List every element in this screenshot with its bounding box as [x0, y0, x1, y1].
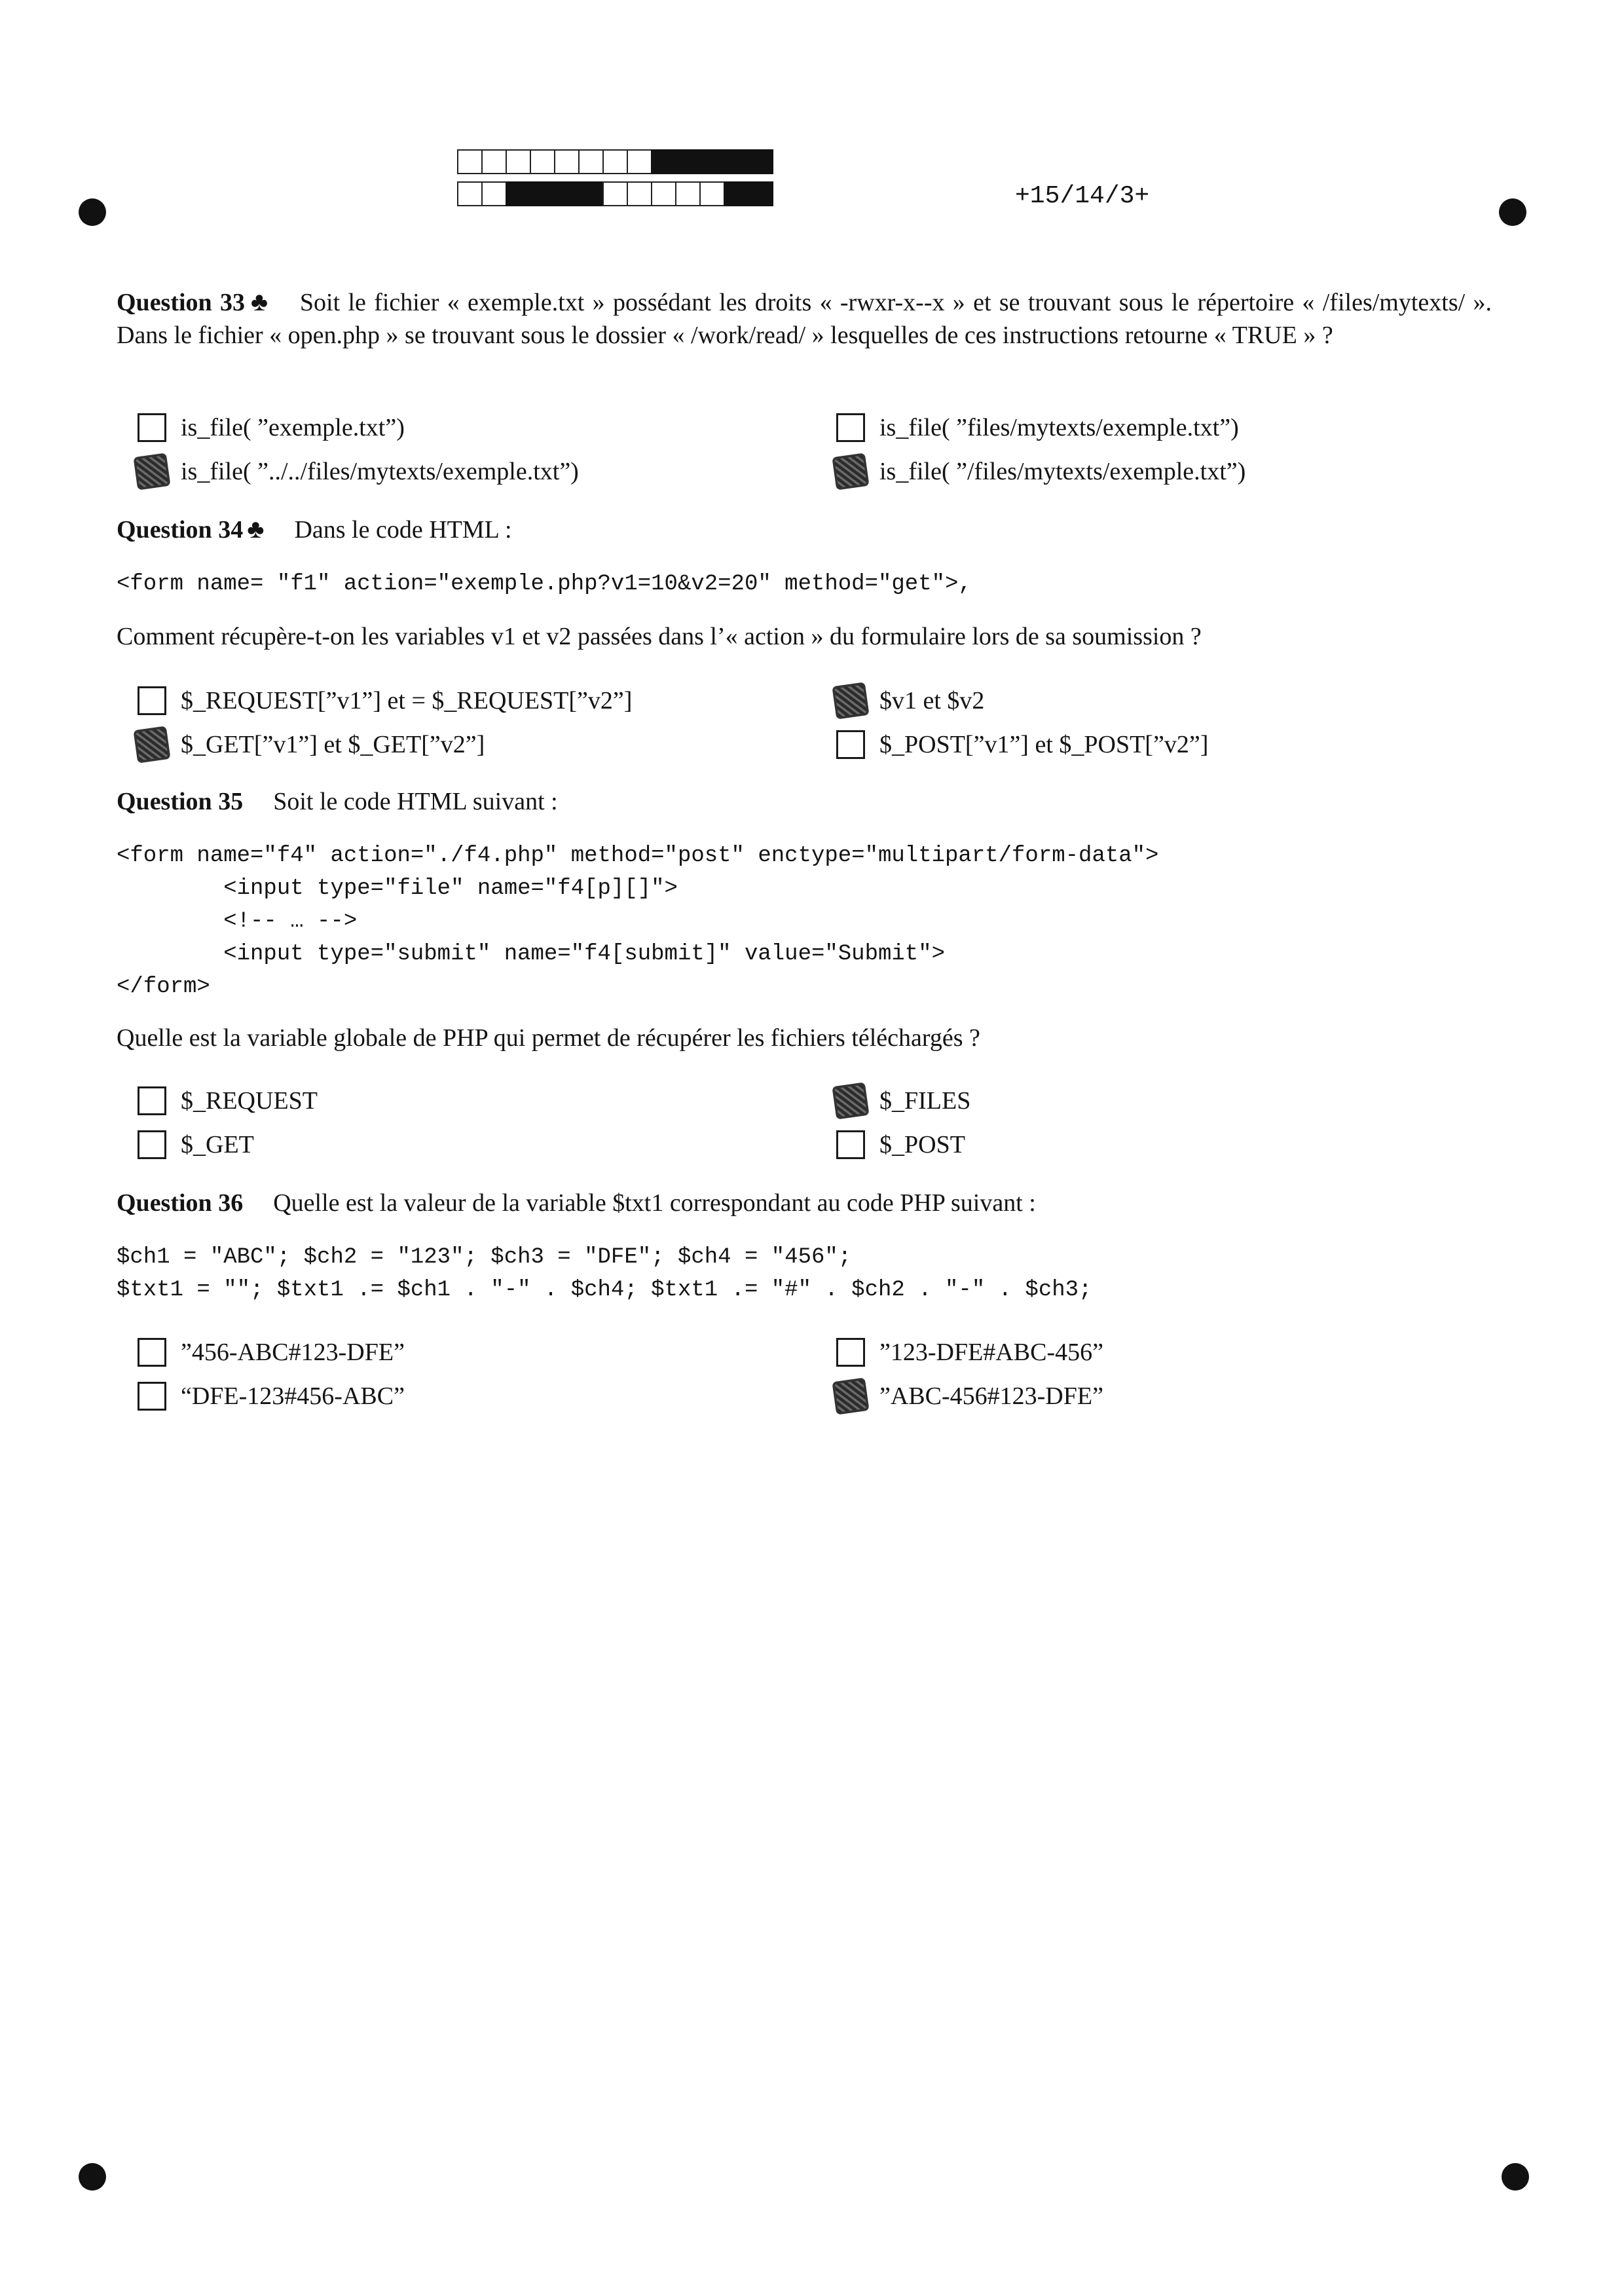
code-cell-empty — [602, 149, 628, 174]
option-label: ”123-DFE#ABC-456” — [879, 1339, 1103, 1366]
code-cell-filled — [506, 181, 531, 206]
question-label: Question 34 — [117, 516, 244, 544]
checkbox[interactable] — [836, 1130, 865, 1159]
question-35 — [117, 785, 1492, 818]
option-label: “DFE-123#456-ABC” — [181, 1382, 405, 1410]
code-line: <input type="file" name="f4[p][]"> — [117, 876, 678, 901]
code-cell-empty — [506, 149, 531, 174]
q33-option-3[interactable] — [138, 457, 579, 486]
question-text: Quelle est la variable globale de PHP qui permet de récupérer les fichiers téléchargés ? — [117, 1024, 980, 1052]
code-cell-filled — [699, 149, 725, 174]
question-text: Soit le code HTML suivant : — [273, 788, 558, 815]
question-text: Soit le fichier « exemple.txt » possédant les droits « -rwxr-x--x » et se trouvant sous le répertoire « /files/mytexts/ ». Dans le fichier « open.php » se trouvant sous le dossier « /work/read/ » lesquelles de ces instructions retourne « TRUE » ? — [117, 289, 1492, 349]
checkbox[interactable] — [138, 1130, 166, 1159]
question-33 — [117, 286, 1492, 352]
code-cell-filled — [530, 181, 555, 206]
checkbox-checked[interactable] — [832, 682, 869, 719]
page-id: +15/14/3+ — [1015, 182, 1150, 210]
checkbox[interactable] — [836, 730, 865, 759]
code-line: <form name="f4" action="./f4.php" method="post" enctype="multipart/form-data"> — [117, 843, 1159, 868]
option-label: is_file( ”exemple.txt”) — [181, 414, 405, 441]
registration-dot-top-left — [79, 198, 106, 226]
q34-option-2[interactable] — [836, 686, 984, 715]
code-line: $ch1 = "ABC"; $ch2 = "123"; $ch3 = "DFE"; $ch4 = "456"; — [117, 1245, 852, 1270]
option-label: $_REQUEST — [181, 1087, 318, 1115]
code-cell-filled — [724, 149, 749, 174]
checkbox[interactable] — [138, 1382, 166, 1411]
q35-option-4[interactable] — [836, 1130, 965, 1159]
question-36 — [117, 1187, 1492, 1219]
code-cell-empty — [602, 181, 628, 206]
q35-option-3[interactable] — [138, 1130, 254, 1159]
code-cell-filled — [578, 181, 604, 206]
code-cell-empty — [651, 181, 676, 206]
question-34 — [117, 513, 1492, 546]
q35-option-1[interactable] — [138, 1086, 318, 1115]
option-label: ”456-ABC#123-DFE” — [181, 1339, 405, 1366]
q36-option-2[interactable] — [836, 1338, 1103, 1367]
question-label: Question 35 — [117, 788, 244, 815]
option-label: $_GET[”v1”] et $_GET[”v2”] — [181, 731, 485, 758]
option-label: $_POST[”v1”] et $_POST[”v2”] — [879, 731, 1209, 758]
registration-dot-top-right — [1499, 198, 1526, 226]
question-label: Question 33 — [117, 289, 246, 316]
checkbox-checked[interactable] — [832, 1082, 869, 1119]
code-cell-filled — [651, 149, 676, 174]
checkbox-checked[interactable] — [133, 726, 170, 763]
question-35-text-2 — [117, 1022, 1492, 1054]
code-cell-filled — [748, 181, 773, 206]
q36-option-4[interactable] — [836, 1382, 1103, 1411]
question-34-text-2 — [117, 620, 1492, 653]
code-cell-filled — [675, 149, 701, 174]
page-code-bar-bottom — [457, 181, 772, 206]
question-text: Dans le code HTML : — [294, 516, 512, 544]
code-cell-empty — [457, 149, 483, 174]
q34-option-3[interactable] — [138, 730, 485, 759]
q36-option-1[interactable] — [138, 1338, 405, 1367]
option-label: $_POST — [879, 1131, 965, 1158]
code-block — [117, 1241, 1092, 1306]
code-block — [117, 840, 1158, 1003]
q33-option-4[interactable] — [836, 457, 1246, 486]
checkbox-checked[interactable] — [832, 1377, 869, 1415]
code-cell-empty — [457, 181, 483, 206]
q33-option-1[interactable] — [138, 413, 405, 442]
checkbox[interactable] — [836, 413, 865, 442]
code-cell-empty — [481, 181, 507, 206]
code-line: </form> — [117, 974, 210, 999]
checkbox-checked[interactable] — [133, 453, 170, 490]
code-cell-empty — [627, 149, 652, 174]
code-snippet: <form name= "f1" action="exemple.php?v1=10&v2=20" method="get">, — [117, 572, 972, 597]
question-label: Question 36 — [117, 1189, 244, 1217]
q34-option-1[interactable] — [138, 686, 632, 715]
question-text: Quelle est la valeur de la variable $txt1 correspondant au code PHP suivant : — [273, 1189, 1036, 1217]
code-line: <!-- … --> — [117, 909, 358, 934]
code-line: $txt1 = ""; $txt1 .= $ch1 . "-" . $ch4; $txt1 .= "#" . $ch2 . "-" . $ch3; — [117, 1278, 1092, 1303]
club-icon: ♣ — [247, 514, 265, 544]
option-label: is_file( ”../../files/mytexts/exemple.txt”) — [181, 458, 579, 485]
registration-dot-bottom-left — [79, 2163, 106, 2191]
club-icon: ♣ — [249, 287, 270, 316]
option-label: $_REQUEST[”v1”] et = $_REQUEST[”v2”] — [181, 687, 633, 714]
option-label: $_FILES — [879, 1087, 971, 1115]
code-cell-filled — [724, 181, 749, 206]
code-cell-filled — [748, 149, 773, 174]
option-label: $_GET — [181, 1131, 254, 1158]
question-text: Comment récupère-t-on les variables v1 et v2 passées dans l’« action » du formulaire lors de sa soumission ? — [117, 623, 1202, 650]
option-label: ”ABC-456#123-DFE” — [879, 1382, 1103, 1410]
q36-option-3[interactable] — [138, 1382, 405, 1411]
code-cell-filled — [554, 181, 580, 206]
code-cell-empty — [554, 149, 580, 174]
checkbox[interactable] — [138, 1338, 166, 1367]
page-code-bar-top — [457, 149, 772, 174]
option-label: is_file( ”files/mytexts/exemple.txt”) — [879, 414, 1239, 441]
code-cell-empty — [481, 149, 507, 174]
checkbox[interactable] — [138, 1086, 166, 1115]
code-line: <input type="submit" name="f4[submit]" value="Submit"> — [117, 942, 946, 967]
code-cell-empty — [675, 181, 701, 206]
code-cell-empty — [578, 149, 604, 174]
code-cell-empty — [627, 181, 652, 206]
q34-option-4[interactable] — [836, 730, 1208, 759]
checkbox[interactable] — [138, 413, 166, 442]
code-cell-empty — [530, 149, 555, 174]
q35-option-2[interactable] — [836, 1086, 970, 1115]
code-cell-empty — [699, 181, 725, 206]
checkbox[interactable] — [138, 686, 166, 715]
checkbox[interactable] — [836, 1338, 865, 1367]
option-label: $v1 et $v2 — [879, 687, 985, 714]
option-label: is_file( ”/files/mytexts/exemple.txt”) — [879, 458, 1246, 485]
q33-option-2[interactable] — [836, 413, 1239, 442]
registration-dot-bottom-right — [1502, 2163, 1529, 2191]
checkbox-checked[interactable] — [832, 453, 869, 490]
